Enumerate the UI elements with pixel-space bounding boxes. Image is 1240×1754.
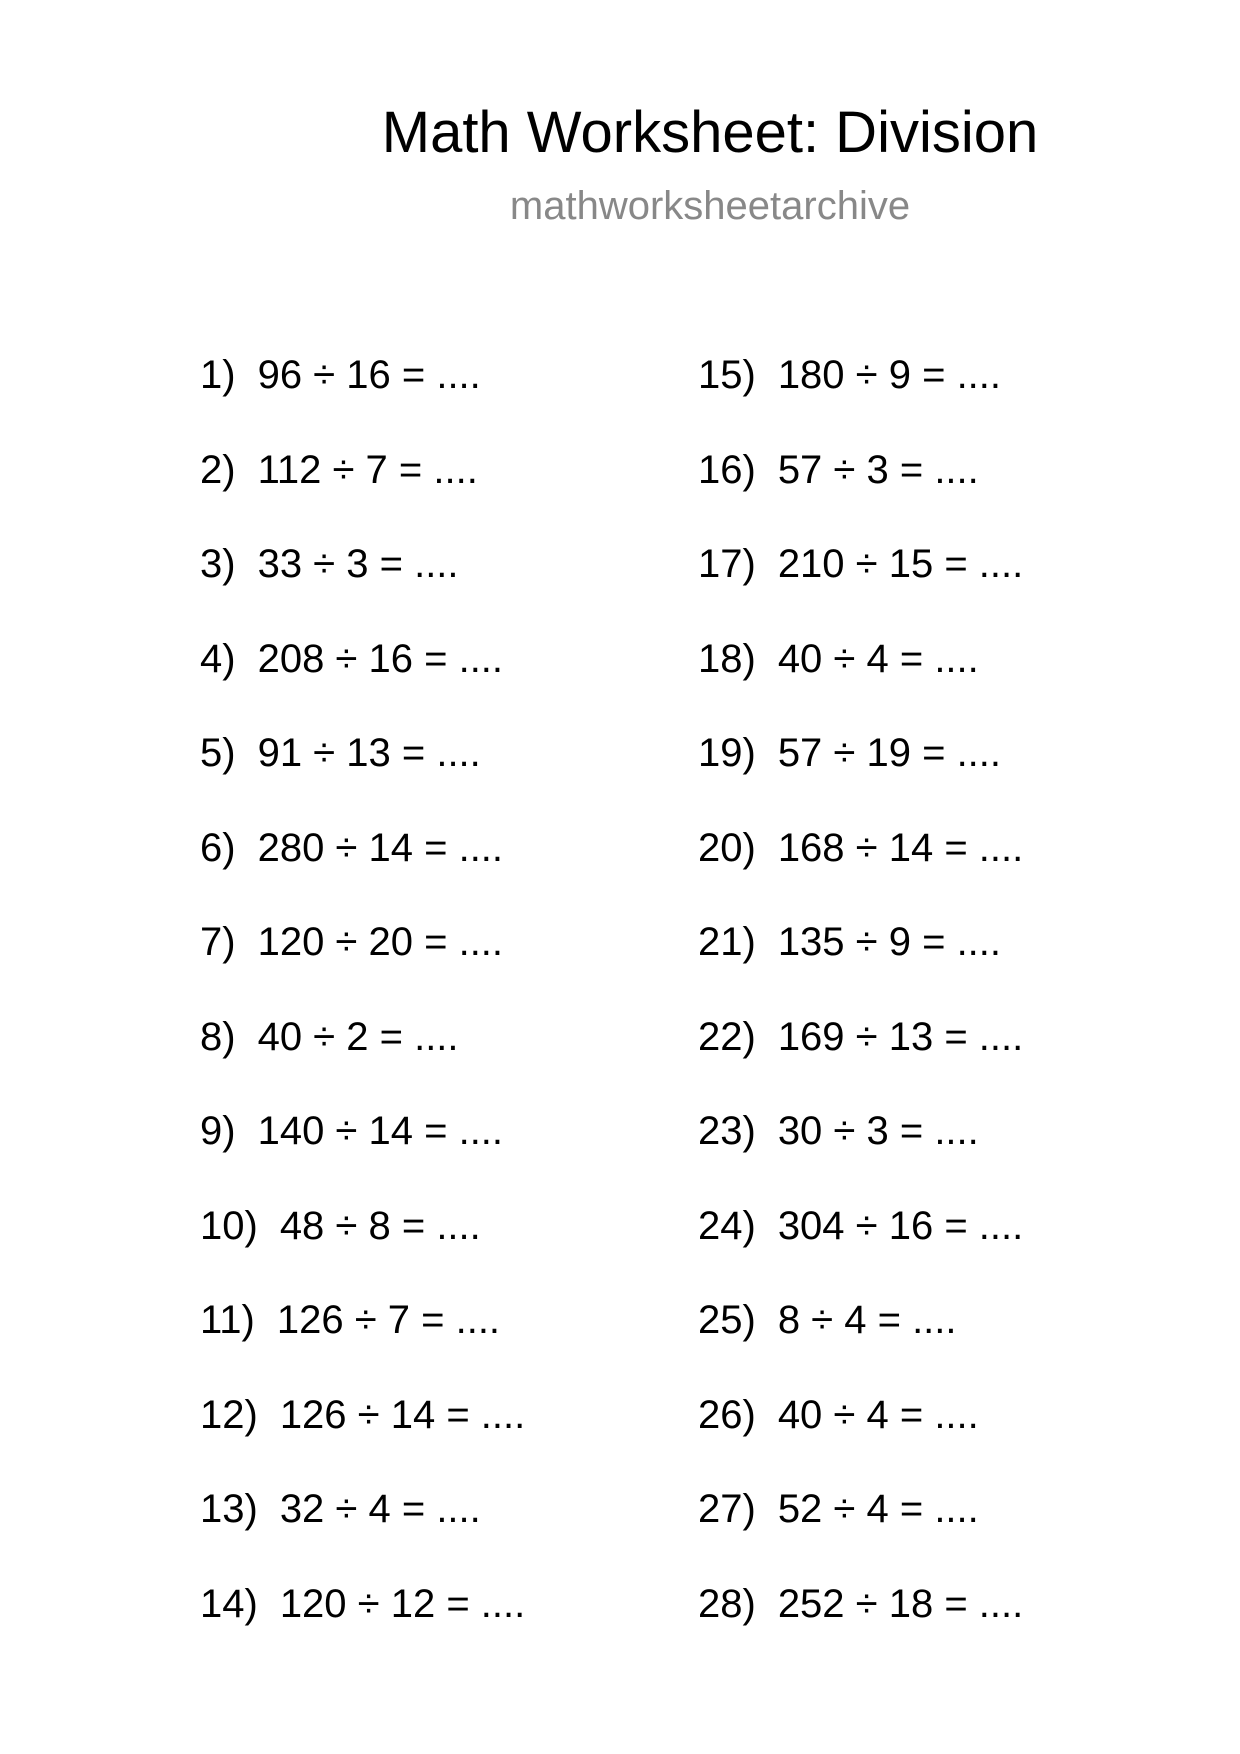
problem-expression: 169 ÷ 13 = .... bbox=[777, 1014, 1024, 1059]
problem-number: 9) bbox=[200, 1109, 236, 1153]
problem-number: 18) bbox=[698, 636, 756, 681]
problem-number: 6) bbox=[200, 825, 236, 870]
problem-number: 3) bbox=[200, 542, 236, 586]
problem-item bbox=[698, 350, 1023, 445]
problem-item bbox=[698, 917, 1023, 1012]
problem-expression: 8 ÷ 4 = .... bbox=[777, 1298, 957, 1342]
problem-item bbox=[698, 445, 1023, 540]
problem-item bbox=[698, 539, 1023, 634]
problem-expression: 96 ÷ 16 = .... bbox=[257, 353, 481, 397]
problem-number: 15) bbox=[698, 353, 756, 397]
problem-number: 21) bbox=[698, 920, 756, 964]
problem-item bbox=[698, 1295, 1023, 1390]
problem-item bbox=[200, 634, 525, 729]
problem-expression: 304 ÷ 16 = .... bbox=[777, 1203, 1024, 1248]
problem-item bbox=[200, 1390, 525, 1485]
problem-item bbox=[200, 350, 525, 445]
page-title: Math Worksheet: Division bbox=[381, 100, 1039, 165]
problem-item bbox=[200, 823, 525, 918]
problem-number: 5) bbox=[200, 731, 236, 775]
problem-item bbox=[200, 1012, 525, 1107]
problem-expression: 140 ÷ 14 = .... bbox=[257, 1109, 504, 1153]
problem-item bbox=[698, 634, 1023, 729]
problem-number: 26) bbox=[698, 1392, 756, 1437]
problem-item bbox=[200, 539, 525, 634]
problem-number: 13) bbox=[200, 1487, 258, 1531]
problem-expression: 91 ÷ 13 = .... bbox=[257, 731, 481, 775]
problem-number: 16) bbox=[698, 447, 756, 492]
problem-number: 4) bbox=[200, 636, 236, 681]
problem-item bbox=[698, 1390, 1023, 1485]
problem-item bbox=[698, 1106, 1023, 1201]
problem-expression: 40 ÷ 4 = .... bbox=[777, 636, 979, 681]
problem-number: 20) bbox=[698, 825, 756, 870]
problem-item bbox=[698, 1579, 1023, 1674]
problem-expression: 168 ÷ 14 = .... bbox=[777, 825, 1024, 870]
problem-item bbox=[200, 728, 525, 823]
problem-number: 14) bbox=[200, 1581, 258, 1626]
problem-number: 24) bbox=[698, 1203, 756, 1248]
problem-number: 8) bbox=[200, 1014, 236, 1059]
problem-number: 19) bbox=[698, 731, 756, 775]
problem-item bbox=[200, 917, 525, 1012]
problem-item bbox=[698, 823, 1023, 918]
problem-expression: 40 ÷ 4 = .... bbox=[777, 1392, 979, 1437]
problem-expression: 126 ÷ 14 = .... bbox=[279, 1392, 526, 1437]
problem-expression: 32 ÷ 4 = .... bbox=[279, 1487, 481, 1531]
problem-item bbox=[200, 445, 525, 540]
problem-item bbox=[698, 1484, 1023, 1579]
problem-number: 22) bbox=[698, 1014, 756, 1059]
problem-expression: 135 ÷ 9 = .... bbox=[777, 920, 1002, 964]
problem-number: 27) bbox=[698, 1487, 756, 1531]
problem-number: 23) bbox=[698, 1109, 756, 1153]
problem-expression: 126 ÷ 7 = .... bbox=[276, 1298, 501, 1342]
problem-item bbox=[200, 1106, 525, 1201]
problem-number: 25) bbox=[698, 1298, 756, 1342]
problem-expression: 112 ÷ 7 = .... bbox=[257, 447, 478, 492]
problem-expression: 33 ÷ 3 = .... bbox=[257, 542, 459, 586]
problem-expression: 120 ÷ 20 = .... bbox=[257, 920, 504, 964]
problem-item bbox=[200, 1201, 525, 1296]
problem-item bbox=[200, 1295, 525, 1390]
problem-item bbox=[200, 1579, 525, 1674]
problem-expression: 40 ÷ 2 = .... bbox=[257, 1014, 459, 1059]
problem-expression: 210 ÷ 15 = .... bbox=[777, 542, 1024, 586]
problem-number: 12) bbox=[200, 1392, 258, 1437]
problem-column-right bbox=[698, 350, 1023, 1673]
problem-expression: 180 ÷ 9 = .... bbox=[777, 353, 1002, 397]
problem-number: 28) bbox=[698, 1581, 756, 1626]
problem-number: 11) bbox=[200, 1298, 255, 1342]
problem-expression: 52 ÷ 4 = .... bbox=[777, 1487, 979, 1531]
problem-expression: 120 ÷ 12 = .... bbox=[279, 1581, 526, 1626]
problem-expression: 280 ÷ 14 = .... bbox=[257, 825, 504, 870]
problem-item bbox=[200, 1484, 525, 1579]
problem-column-left bbox=[200, 350, 525, 1673]
problem-number: 1) bbox=[200, 353, 236, 397]
problem-expression: 57 ÷ 3 = .... bbox=[777, 447, 979, 492]
problem-number: 10) bbox=[200, 1203, 258, 1248]
page-subtitle: mathworksheetarchive bbox=[509, 184, 911, 228]
problem-number: 7) bbox=[200, 920, 236, 964]
problem-expression: 57 ÷ 19 = .... bbox=[777, 731, 1002, 775]
problem-expression: 252 ÷ 18 = .... bbox=[777, 1581, 1024, 1626]
problem-item bbox=[698, 1012, 1023, 1107]
problem-expression: 48 ÷ 8 = .... bbox=[279, 1203, 481, 1248]
problem-item bbox=[698, 1201, 1023, 1296]
problem-number: 17) bbox=[698, 542, 756, 586]
problem-number: 2) bbox=[200, 447, 236, 492]
problem-expression: 208 ÷ 16 = .... bbox=[257, 636, 504, 681]
problem-expression: 30 ÷ 3 = .... bbox=[777, 1109, 979, 1153]
problem-item bbox=[698, 728, 1023, 823]
